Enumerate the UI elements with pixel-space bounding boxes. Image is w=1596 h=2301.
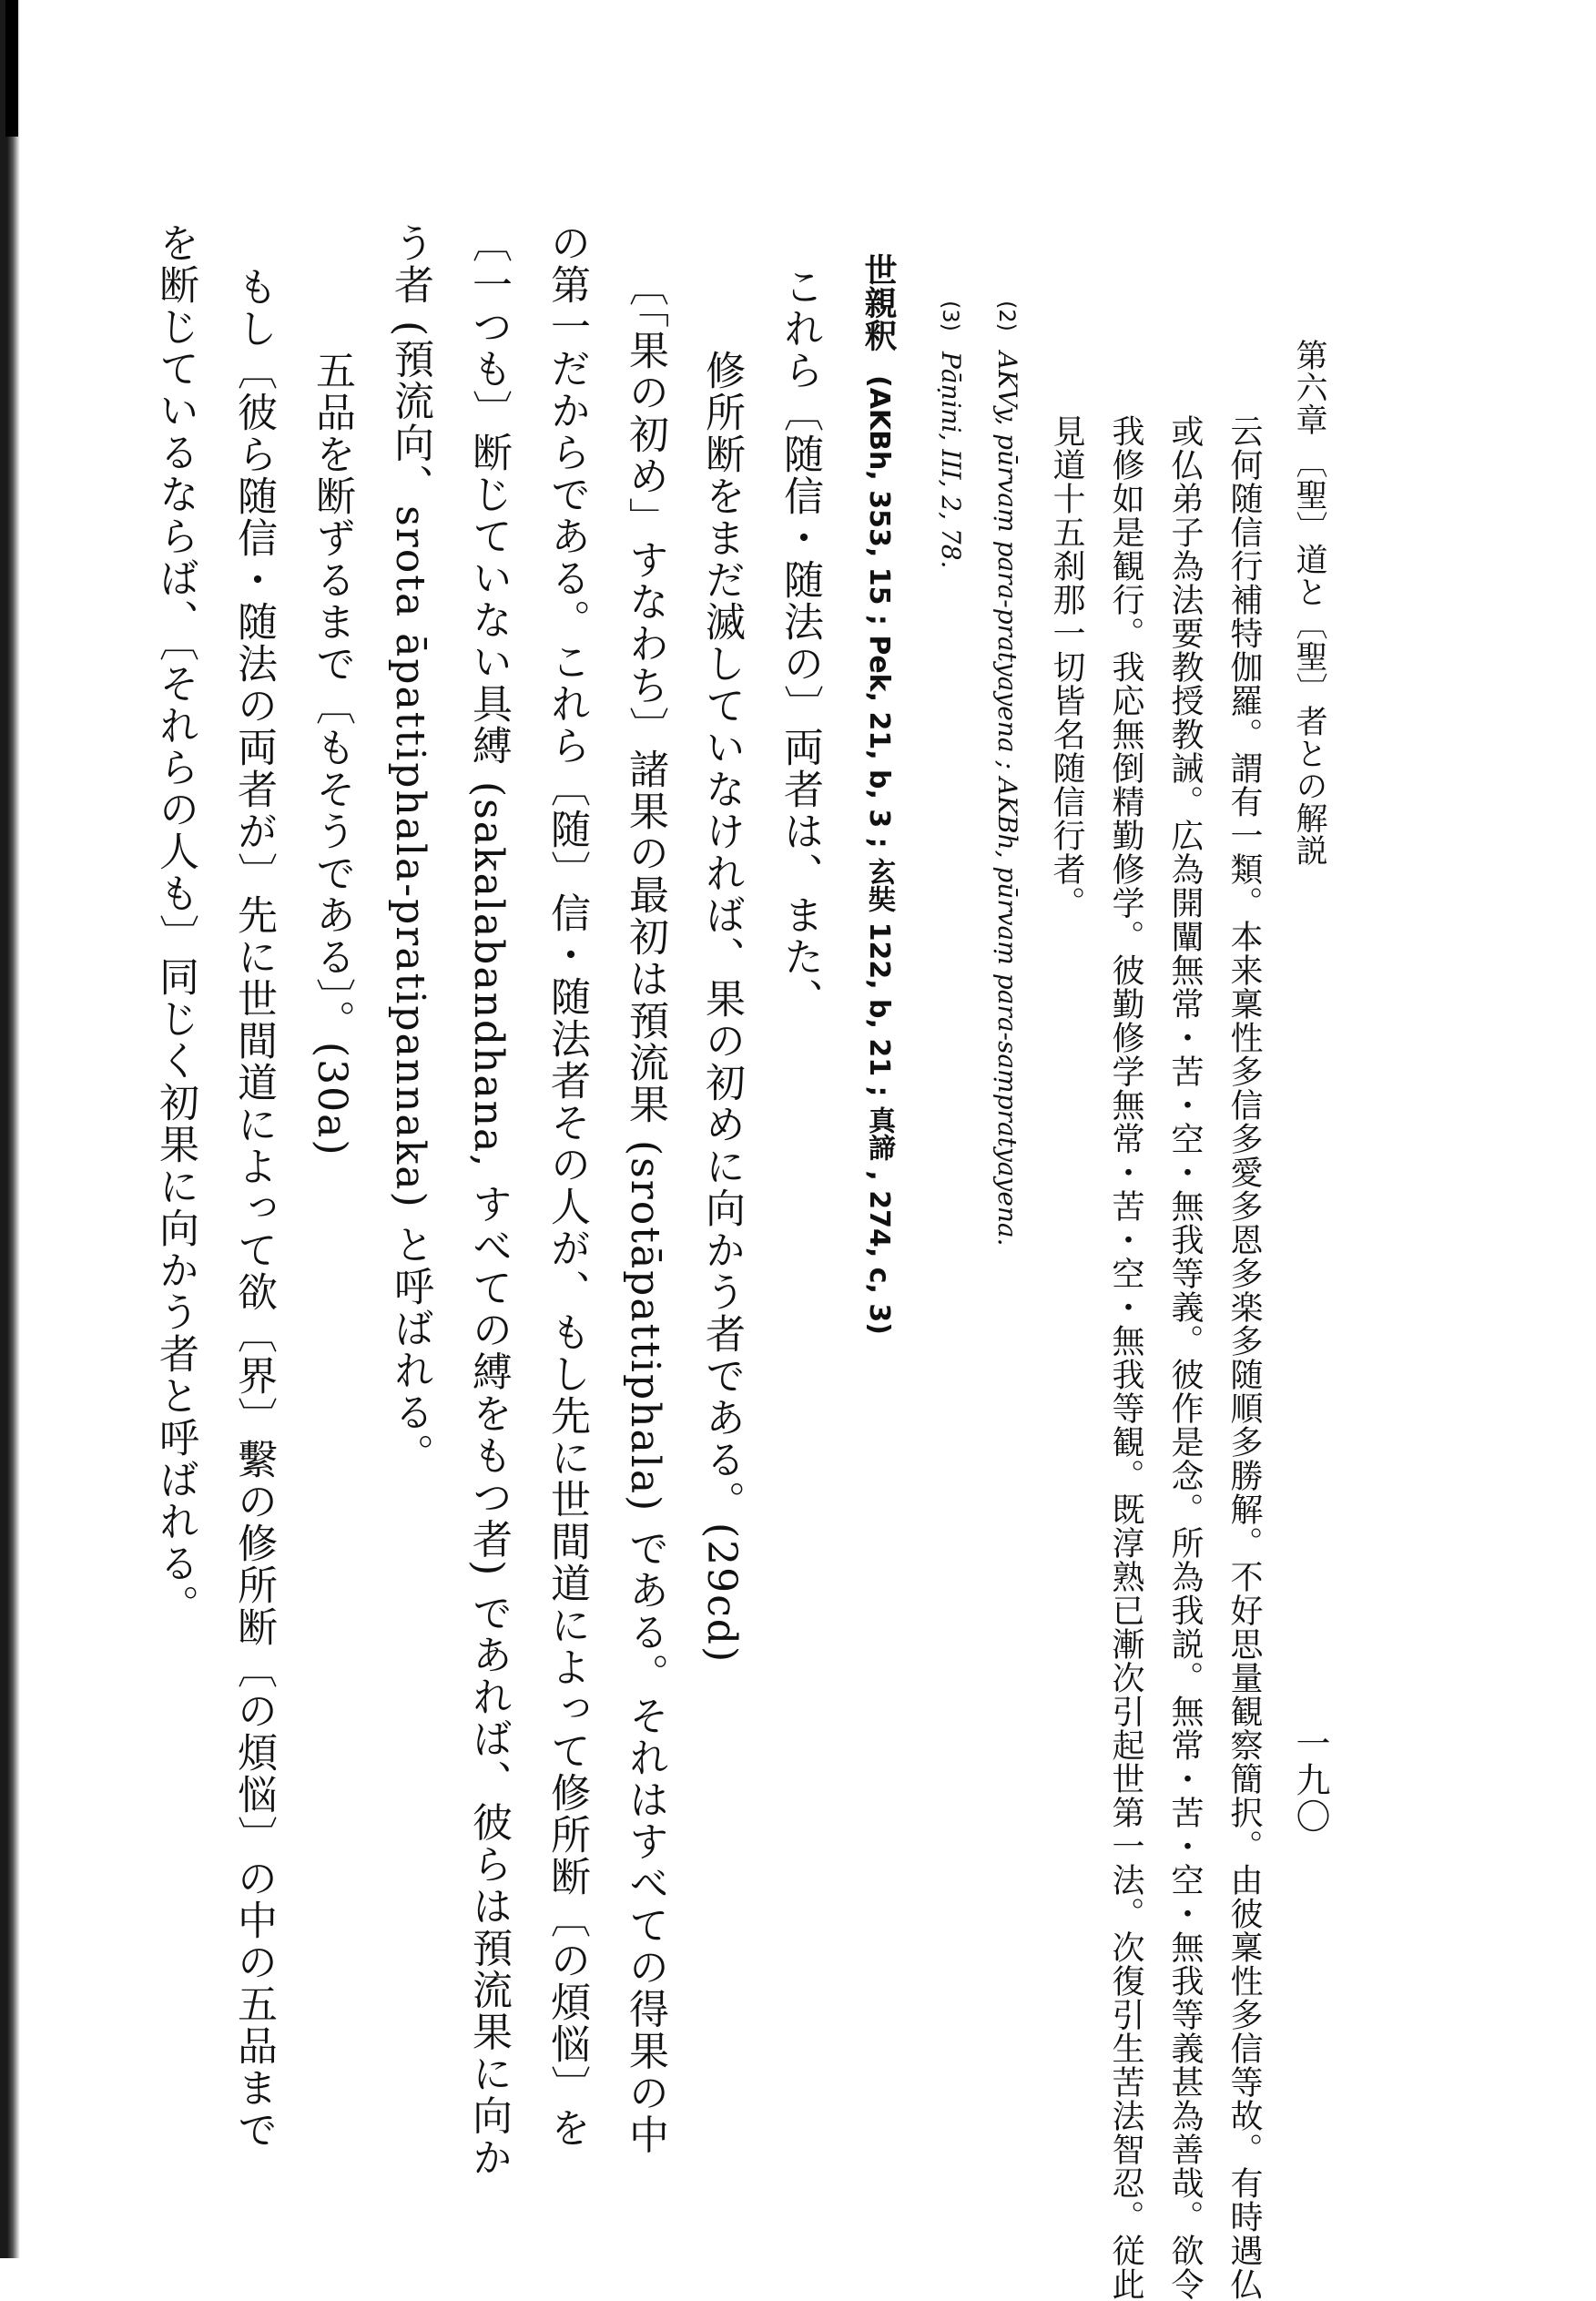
quote-line: 我修如是観行。我応無倒精勤修学。彼勤修学無常・苦・空・無我等観。既淳熟已漸次引起世第一法。次復引生苦法智忍。従此: [1107, 414, 1144, 2301]
note-text: Pāṇini, III, 2, 78.: [936, 351, 966, 569]
quote-line: 云何随信行補特伽羅。謂有一類。本来稟性多信多愛多恩多楽多随順多勝解。不好思量観察簡択。由彼稟性多信等故。有時遇仏: [1225, 414, 1263, 2301]
scan-edge-mark: [5, 0, 18, 137]
quote-line: 見道十五刹那一切皆名随信行者。: [1048, 414, 1085, 920]
body-line: の第一だからである。これら〔随〕信・随法者その人が、もし先に世間道によって修所断〔の煩悩〕を: [544, 222, 590, 2149]
body-line: もし〔彼ら随信・随法の両者が〕先に世間道によって欲〔界〕繫の修所断〔の煩悩〕の中の五品まで: [230, 266, 277, 2151]
running-head: 第六章 〔聖〕道と〔聖〕者との解説: [1291, 339, 1327, 867]
body-line: 修所断をまだ滅していなければ、果の初めに向かう者である。(29cd): [698, 350, 745, 1665]
quote-line: 或仏弟子為法要教授教誡。広為開闡無常・苦・空・無我等義。彼作是念。所為我説。無常・苦・空・無我等義甚為善哉。欲令: [1166, 414, 1204, 2301]
section-heading: [859, 253, 898, 1335]
section-reference: (AKBh, 353, 15 ; Pek, 21, b, 3 ; 玄奘 122, b, 21 ; 真諦 , 274, c, 3): [863, 375, 895, 1335]
body-line: 〔一つも〕断じていない具縛 (sakalabandhana, すべての縛をもつ者) であれば、彼らは預流果に向か: [465, 222, 512, 2179]
body-line: 五品を断ずるまで〔もそうである〕。(30a): [309, 350, 355, 1157]
note: [936, 300, 966, 569]
note: [994, 300, 1020, 1247]
section-label: 世親釈: [859, 253, 898, 351]
body-line: う者 (預流向、srota āpattiphala-pratipannaka) と呼ばれる。: [387, 222, 433, 1475]
body-line: を断じているならば、〔それらの人も〕同じく初果に向かう者と呼ばれる。: [152, 222, 198, 1626]
note-number: (2): [994, 300, 1020, 331]
body-line: これら〔随信・随法の〕両者は、また、: [777, 266, 823, 1020]
body-line: 〔「果の初め」すなわち〕諸果の最初は預流果 (srotāpattiphala) である。それはすべての得果の中: [622, 266, 668, 2156]
page-number: 一九〇: [1290, 1726, 1330, 1835]
scan-edge: [0, 0, 20, 2258]
note-number: (3): [938, 300, 963, 331]
note-text: AKVy, pūrvaṃ para-pratyayena ; AKBh, pūrvaṃ para-saṃpratyayena.: [992, 351, 1022, 1247]
